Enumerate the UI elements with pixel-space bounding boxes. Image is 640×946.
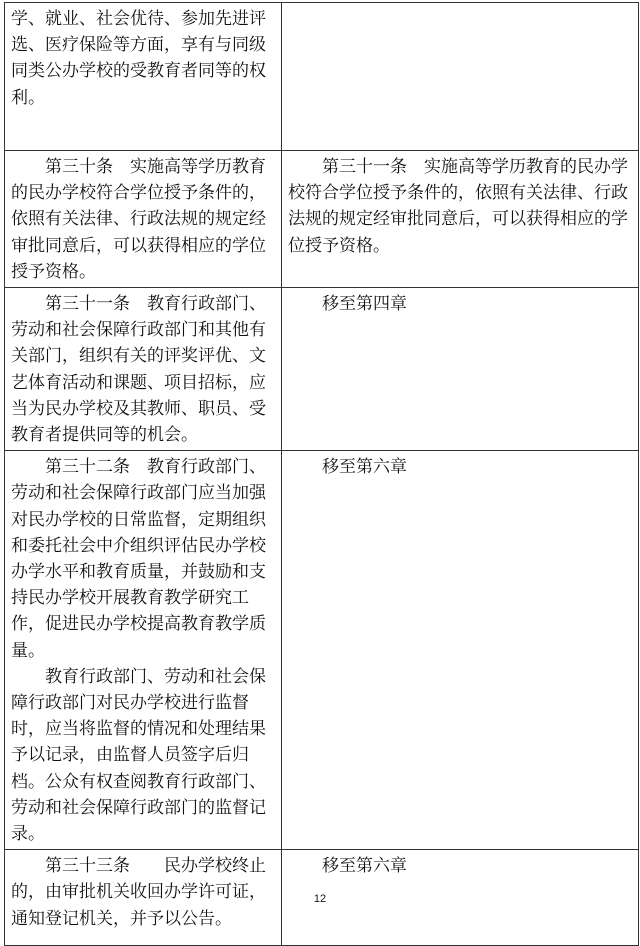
right-paragraph: 第三十一条 实施高等学历教育的民办学校符合学位授予条件的，依照有关法律、行政法规的规定经审批同意后，可以获得相应的学位授予资格。 [288,157,628,256]
comparison-table [4,2,639,946]
right-cell [282,288,639,451]
left-cell [5,3,282,151]
table-row [5,451,639,850]
right-paragraph: 移至第六章 [322,457,407,478]
left-paragraph: 第三十三条 民办学校终止的，由审批机关收回办学许可证，通知登记机关，并予以公告。 [11,856,266,929]
page-number: 12 [313,893,327,905]
left-paragraph: 学、就业、社会优待、参加先进评选、医疗保险等方面，享有与同级同类公办学校的受教育者同等的权利。 [11,9,266,108]
right-paragraph: 移至第六章 [322,856,407,877]
table-row [5,151,639,288]
right-cell [282,3,639,151]
left-cell [5,451,282,850]
table-row [5,3,639,151]
right-cell [282,151,639,288]
left-cell [5,288,282,451]
left-paragraph: 第三十条 实施高等学历教育的民办学校符合学位授予条件的，依照有关法律、行政法规的规定经审批同意后，可以获得相应的学位授予资格。 [11,157,266,282]
table-row [5,288,639,451]
left-paragraph: 第三十一条 教育行政部门、劳动和社会保障行政部门和其他有关部门，组织有关的评奖评优、文艺体育活动和课题、项目招标，应当为民办学校及其教师、职员、受教育者提供同等的机会。 [11,294,266,446]
left-cell [5,151,282,288]
right-paragraph: 移至第四章 [322,294,407,315]
right-cell [282,451,639,850]
left-paragraph: 教育行政部门、劳动和社会保障行政部门对民办学校进行监督时，应当将监督的情况和处理结果予以记录，由监督人员签字后归档。公众有权查阅教育行政部门、劳动和社会保障行政部门的监督记录。 [11,666,266,845]
left-paragraph: 第三十二条 教育行政部门、劳动和社会保障行政部门应当加强对民办学校的日常监督，定期组织和委托社会中介组织评估民办学校办学水平和教育质量，并鼓励和支持民办学校开展教育教学研究工作，促进民办学校提高教育教学质量。 [11,457,266,661]
